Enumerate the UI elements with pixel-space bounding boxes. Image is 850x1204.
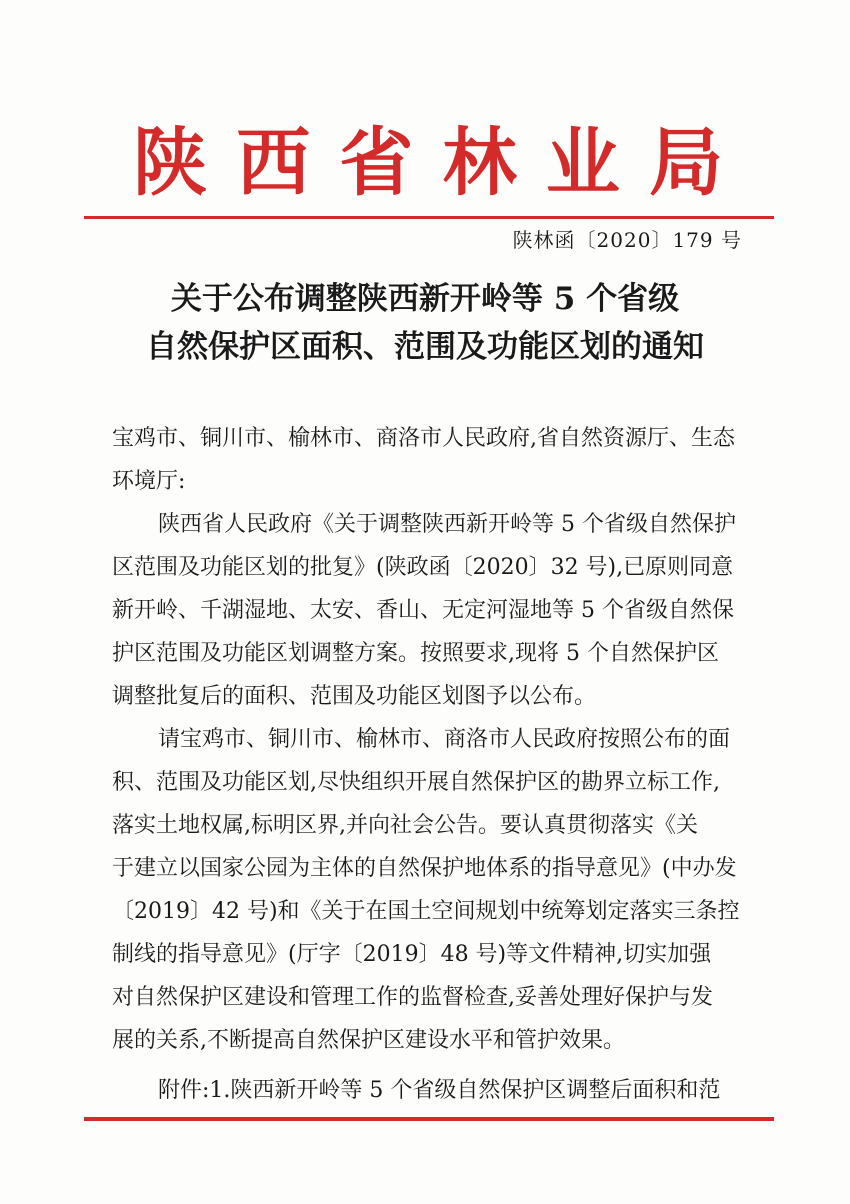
masthead-char: 西	[236, 120, 311, 206]
document-number: 陕林函〔2020〕179 号	[512, 228, 742, 252]
body-line: 于建立以国家公园为主体的自然保护地体系的指导意见》(中办发	[112, 856, 737, 881]
masthead-divider	[84, 216, 774, 219]
body-line: 调整批复后的面积、范围及功能区划图予以公布。	[112, 684, 597, 709]
body-line: 落实土地权属,标明区界,并向社会公告。要认真贯彻落实《关	[112, 813, 698, 838]
body-line: 陕西省人民政府《关于调整陕西新开岭等 5 个省级自然保护	[158, 512, 736, 537]
body-line: 区范围及功能区划的批复》(陕政函〔2020〕32 号),已原则同意	[112, 555, 734, 580]
footer-divider	[84, 1117, 774, 1121]
masthead-char: 省	[339, 120, 414, 206]
issuer-masthead	[128, 118, 728, 208]
masthead-char: 陕	[133, 120, 207, 206]
body-line: 请宝鸡市、铜川市、榆林市、商洛市人民政府按照公布的面	[158, 727, 731, 752]
body-line: 〔2019〕42 号)和《关于在国土空间规划中统筹划定落实三条控	[112, 899, 740, 924]
addressee-line: 宝鸡市、铜川市、榆林市、商洛市人民政府,省自然资源厅、生态	[112, 426, 735, 451]
attachment-line: 附件:1.陕西新开岭等 5 个省级自然保护区调整后面积和范	[158, 1078, 721, 1103]
body-line: 制线的指导意见》(厅字〔2019〕48 号)等文件精神,切实加强	[112, 942, 712, 967]
document-title-line-2: 自然保护区面积、范围及功能区划的通知	[146, 329, 704, 365]
addressee-line: 环境厅:	[112, 469, 186, 494]
body-line: 积、范围及功能区划,尽快组织开展自然保护区的勘界立标工作,	[112, 770, 720, 795]
body-line: 对自然保护区建设和管理工作的监督检查,妥善处理好保护与发	[112, 985, 713, 1010]
masthead-char: 业	[545, 120, 620, 206]
body-line: 护区范围及功能区划调整方案。按照要求,现将 5 个自然保护区	[112, 641, 719, 666]
masthead-char: 局	[648, 120, 723, 206]
masthead-char: 林	[442, 120, 517, 206]
body-line: 新开岭、千湖湿地、太安、香山、无定河湿地等 5 个省级自然保	[112, 598, 734, 623]
body-line: 展的关系,不断提高自然保护区建设水平和管护效果。	[112, 1028, 625, 1053]
document-title-line-1: 关于公布调整陕西新开岭等 5 个省级	[170, 281, 680, 317]
